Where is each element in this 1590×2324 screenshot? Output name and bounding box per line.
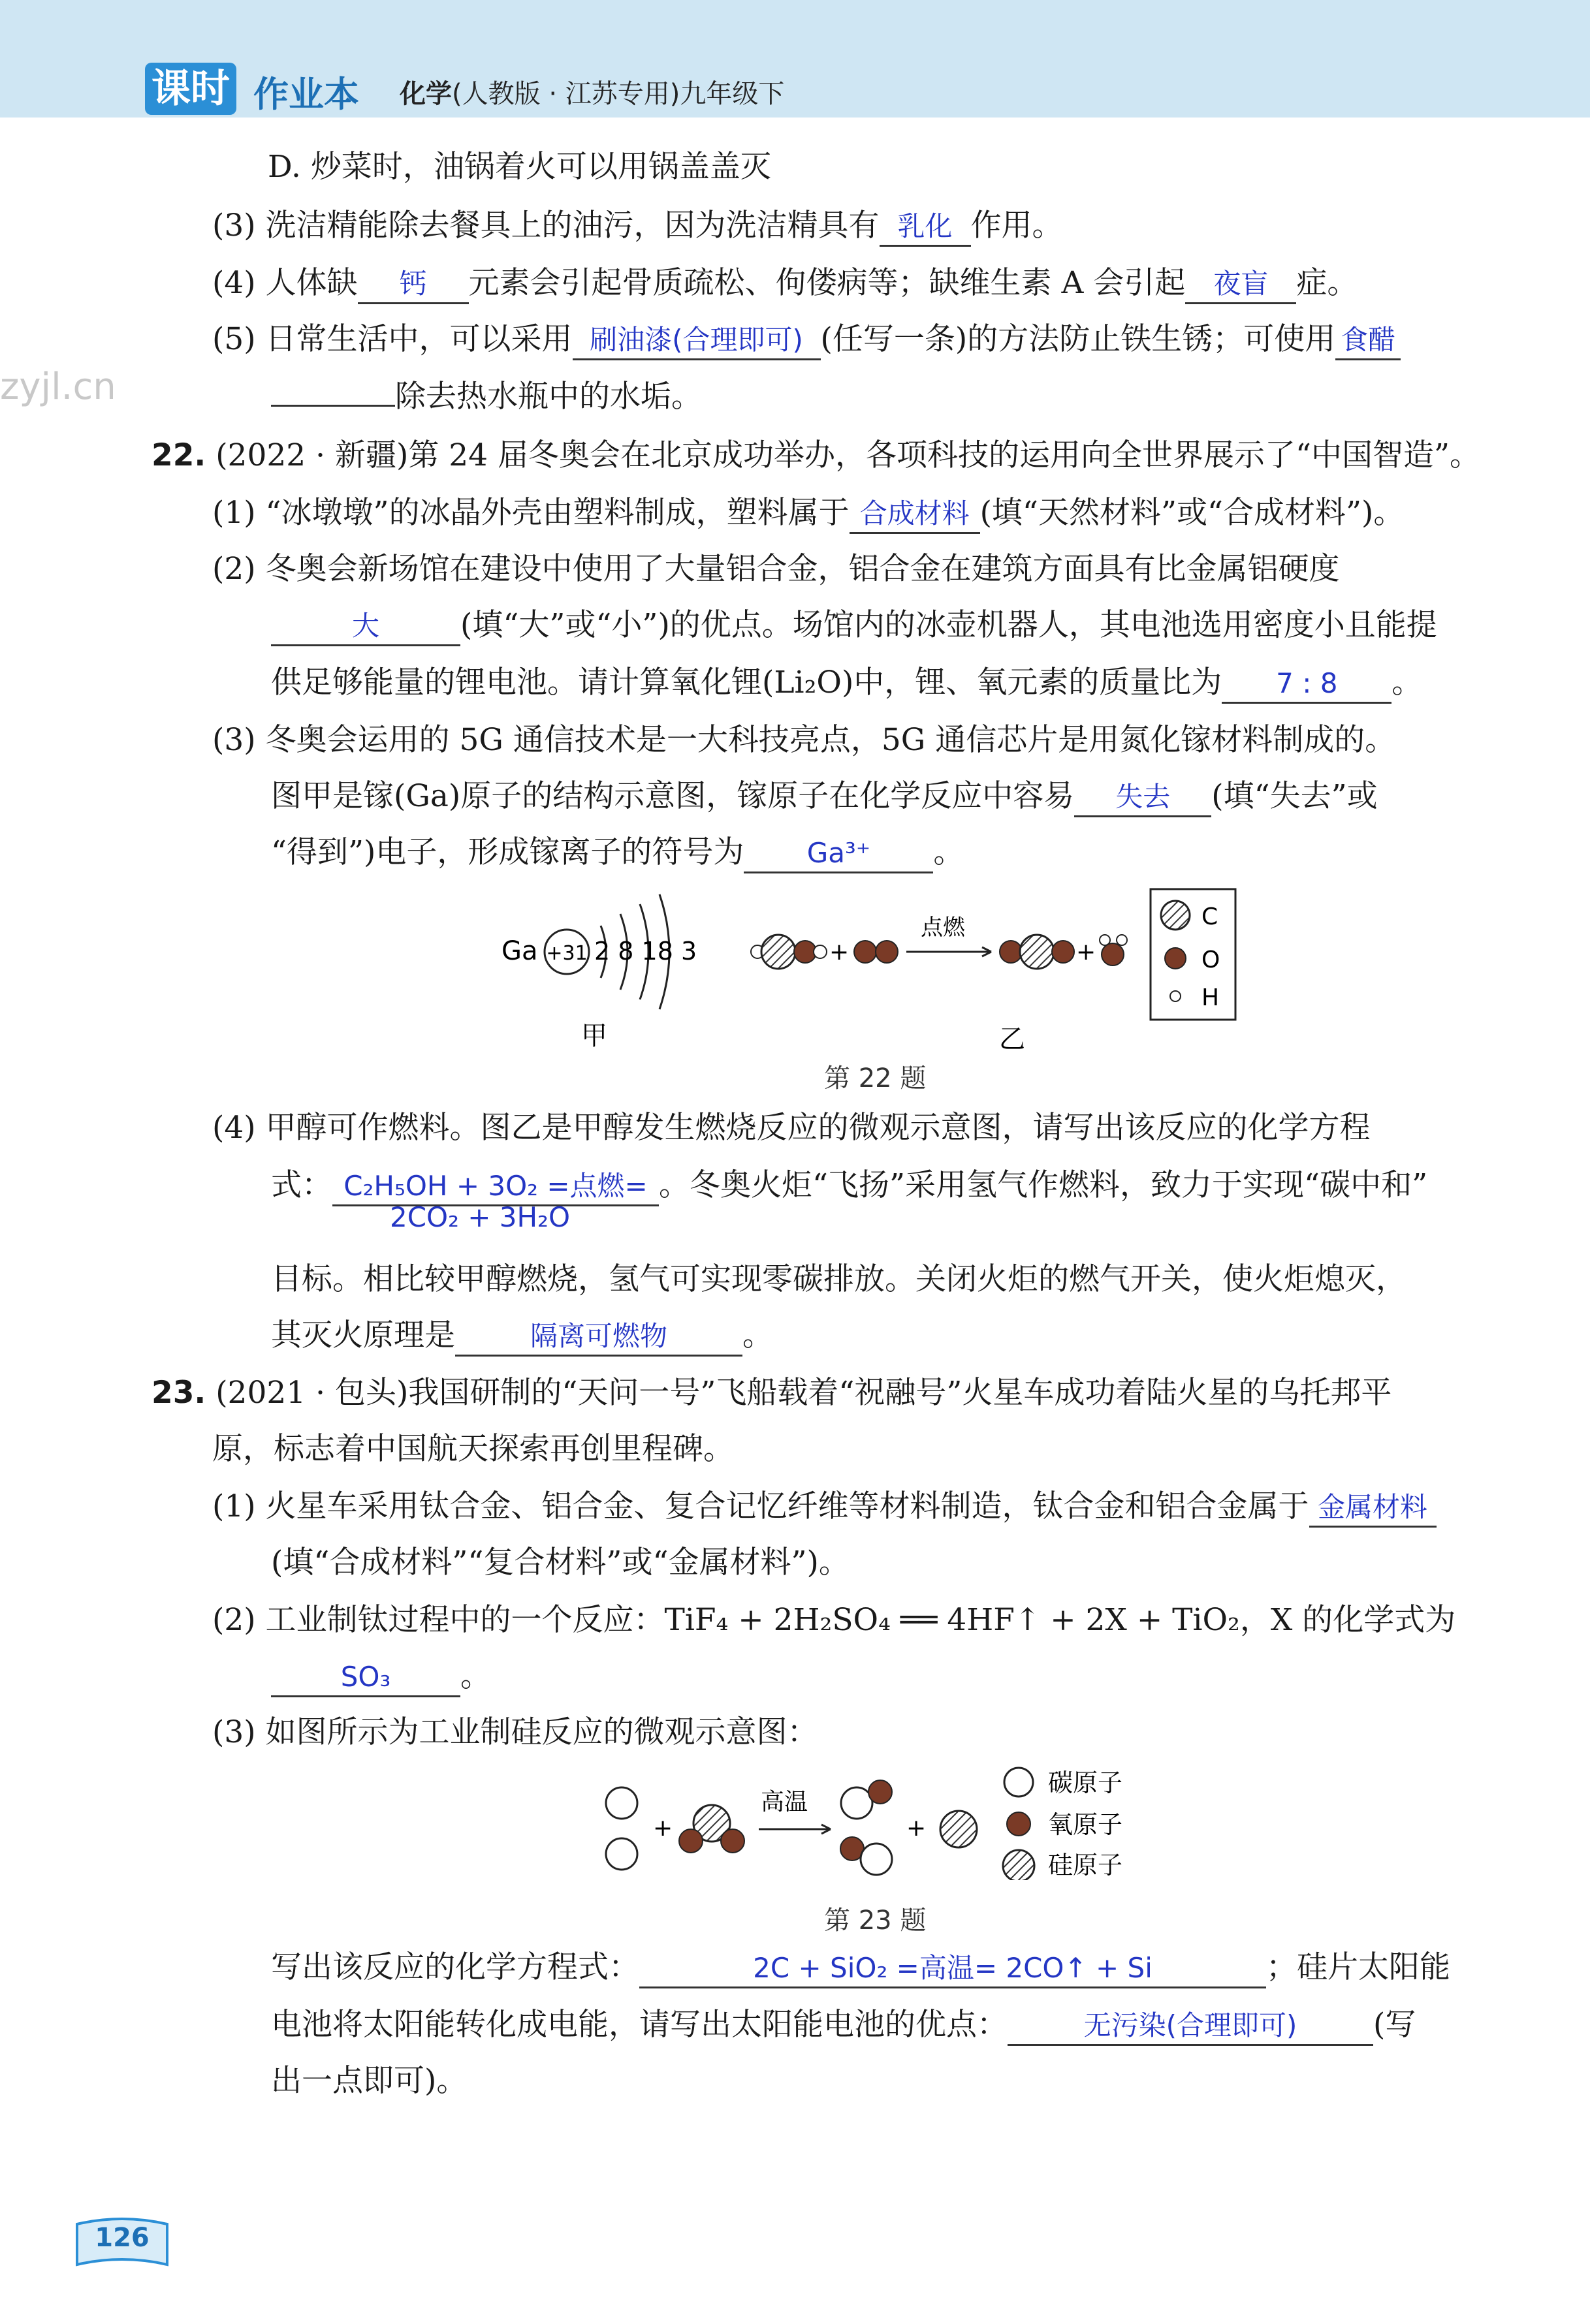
q22-part4-cont: 式： C₂H₅OH + 3O₂ =点燃= 。冬奥火炬“飞扬”采用氢气作燃料，致力于实现“碳中和”	[271, 1166, 1427, 1206]
figure-23-caption: 第 23 题	[824, 1906, 927, 1936]
q23-part2-cont: SO₃ 。	[271, 1657, 491, 1697]
answer-blank[interactable]: Ga³⁺	[744, 835, 933, 873]
answer-blank[interactable]: 7 : 8	[1222, 665, 1391, 704]
figure-23	[588, 1756, 1175, 1880]
q22-part2-cont: 大 (填“大”或“小”)的优点。场馆内的冰壶机器人，其电池选用密度小且能提	[271, 606, 1437, 646]
q23-part3: (3) 如图所示为工业制硅反应的微观示意图：	[212, 1714, 818, 1750]
answer-blank[interactable]: SO₃	[271, 1659, 460, 1697]
q22-part4: (4) 甲醇可作燃料。图乙是甲醇发生燃烧反应的微观示意图，请写出该反应的化学方程	[212, 1110, 1371, 1146]
svg-text:+: +	[829, 939, 850, 966]
q23-part1-cont: (填“合成材料”“复合材料”或“金属材料”)。	[271, 1545, 850, 1580]
answer-blank[interactable]: 钙	[358, 266, 469, 304]
q22-part2-cont2: 供足够能量的锂电池。请计算氧化锂(Li₂O)中，锂、氧元素的质量比为 7 : 8 。	[271, 663, 1422, 704]
electron-shells: 2 8 18 3	[594, 937, 697, 966]
q22-part4-cont3: 其灭火原理是 隔离可燃物 。	[271, 1316, 773, 1357]
legend-h: H	[1201, 984, 1220, 1011]
q22-part4-ans2	[366, 1197, 594, 1236]
answer-equation-line2[interactable]: 2CO₂ + 3H₂O	[389, 1201, 571, 1233]
answer-equation-line1[interactable]: C₂H₅OH + 3O₂ =点燃=	[332, 1168, 659, 1206]
q22-part3-cont: 图甲是镓(Ga)原子的结构示意图，镓原子在化学反应中容易 失去 (填“失去”或	[271, 777, 1378, 817]
answer-blank[interactable]: 乳化	[880, 208, 971, 247]
svg-text:+: +	[1076, 939, 1096, 966]
answer-blank[interactable]: 金属材料	[1309, 1489, 1437, 1528]
label-yi: 乙	[999, 1024, 1025, 1054]
watermark: zyjl.cn	[0, 366, 116, 408]
subject-line: 化学(人教版 · 江苏专用)九年级下	[400, 79, 785, 109]
answer-blank[interactable]: 大	[271, 608, 460, 646]
q21-part5: (5) 日常生活中，可以采用 刷油漆(合理即可) (任写一条)的方法防止铁生锈；可使用 食醋	[212, 320, 1401, 360]
condition-ignite: 点燃	[921, 915, 965, 941]
answer-blank[interactable]: 夜盲	[1185, 266, 1296, 304]
q22-part4-cont2: 目标。相比较甲醇燃烧，氢气可实现零碳排放。关闭火炬的燃气开关，使火炬熄灭，	[271, 1261, 1407, 1297]
figure-22	[483, 875, 1267, 1071]
answer-blank[interactable]: 隔离可燃物	[455, 1318, 742, 1357]
q23-part3-cont: 电池将太阳能转化成电能，请写出太阳能电池的优点： 无污染(合理即可) (写	[271, 2005, 1416, 2046]
ga-symbol: Ga	[501, 936, 538, 966]
figure-22-caption: 第 22 题	[824, 1063, 927, 1093]
q21-part4: (4) 人体缺 钙 元素会引起骨质疏松、佝偻病等；缺维生素 A 会引起 夜盲 症。	[212, 264, 1358, 304]
q22-part2: (2) 冬奥会新场馆在建设中使用了大量铝合金，铝合金在建筑方面具有比金属铝硬度	[212, 551, 1340, 587]
q21-option-d: D. 炒菜时，油锅着火可以用锅盖盖灭	[268, 149, 771, 185]
answer-equation[interactable]: 2C + SiO₂ =高温= 2CO↑ + Si	[639, 1950, 1266, 1988]
legend-c: C	[1201, 903, 1218, 930]
legend-carbon: 碳原子	[1048, 1768, 1123, 1797]
page-header	[0, 0, 1590, 118]
q23-part1: (1) 火星车采用钛合金、铝合金、复合记忆纤维等材料制造，钛合金和铝合金属于 金属材料	[212, 1487, 1437, 1528]
page-number: 126	[95, 2223, 150, 2253]
q21-part5-cont: 除去热水瓶中的水垢。	[271, 377, 702, 416]
condition-heat: 高温	[761, 1789, 808, 1815]
q23-part3-cont2: 出一点即可)。	[271, 2063, 468, 2099]
answer-blank[interactable]	[271, 405, 395, 407]
legend-silicon: 硅原子	[1048, 1851, 1123, 1879]
answer-blank[interactable]: 刷油漆(合理即可)	[573, 322, 821, 360]
svg-text:+: +	[653, 1815, 673, 1842]
legend-o: O	[1201, 947, 1220, 973]
label-jia: 甲	[581, 1021, 607, 1051]
q22-intro: 22. (2022 · 新疆)第 24 届冬奥会在北京成功举办，各项科技的运用向全世界展示了“中国智造”。	[151, 437, 1481, 473]
q23-intro-cont: 原，标志着中国航天探索再创里程碑。	[212, 1431, 734, 1467]
legend-oxygen: 氧原子	[1048, 1810, 1123, 1839]
q23-part3-eq: 写出该反应的化学方程式： 2C + SiO₂ =高温= 2CO↑ + Si ；硅片太阳能	[271, 1948, 1450, 1988]
q23-intro: 23. (2021 · 包头)我国研制的“天问一号”飞船载着“祝融号”火星车成功着陆火星的乌托邦平	[151, 1375, 1392, 1411]
book-title: 作业本	[253, 74, 359, 115]
q22-part3: (3) 冬奥会运用的 5G 通信技术是一大科技亮点，5G 通信芯片是用氮化镓材料制成的。	[212, 722, 1396, 758]
answer-blank[interactable]: 失去	[1074, 779, 1211, 817]
q22-part3-cont2: “得到”)电子，形成镓离子的符号为 Ga³⁺ 。	[271, 833, 964, 873]
q21-part3: (3) 洗洁精能除去餐具上的油污，因为洗洁精具有 乳化 作用。	[212, 206, 1063, 247]
q22-part1: (1) “冰墩墩”的冰晶外壳由塑料制成，塑料属于 合成材料 (填“天然材料”或“合成材料”)。	[212, 494, 1404, 534]
answer-blank[interactable]: 食醋	[1335, 322, 1401, 360]
logo: 课时	[145, 63, 236, 115]
q23-part2: (2) 工业制钛过程中的一个反应：TiF₄ + 2H₂SO₄ ══ 4HF↑ + 2X + TiO₂，X 的化学式为	[212, 1602, 1456, 1638]
answer-blank[interactable]: 无污染(合理即可)	[1008, 2007, 1373, 2046]
nucleus-charge: +31	[546, 942, 588, 965]
svg-text:+: +	[906, 1815, 927, 1842]
answer-blank[interactable]: 合成材料	[850, 495, 980, 534]
